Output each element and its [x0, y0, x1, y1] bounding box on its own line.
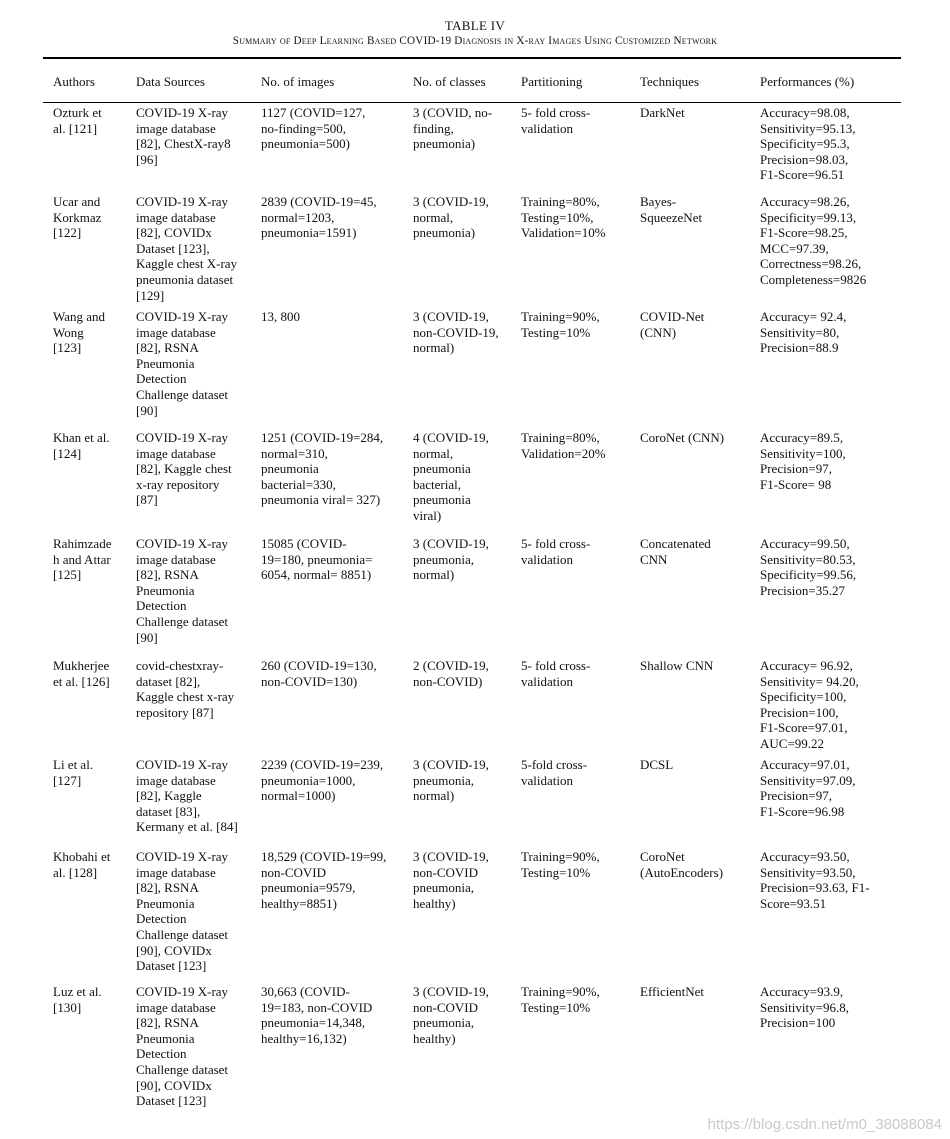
- header-num-classes: No. of classes: [413, 74, 486, 89]
- cell-authors: Luz et al. [130]: [53, 984, 102, 1015]
- cell-num-images: 15085 (COVID- 19=180, pneumonia= 6054, normal= 8851): [261, 536, 373, 583]
- cell-techniques: Concatenated CNN: [640, 536, 711, 567]
- cell-data-sources: COVID-19 X-ray image database [82], RSNA Pneumonia Detection Challenge dataset [90], COVIDx Dataset [123]: [136, 984, 229, 1109]
- cell-data-sources: COVID-19 X-ray image database [82], Kaggle chest x-ray repository [87]: [136, 430, 232, 508]
- header-techniques: Techniques: [640, 74, 700, 89]
- cell-num-classes: 3 (COVID-19, pneumonia, normal): [413, 536, 489, 583]
- cell-techniques: Bayes- SqueezeNet: [640, 194, 703, 225]
- cell-data-sources: COVID-19 X-ray image database [82], RSNA Pneumonia Detection Challenge dataset [90]: [136, 536, 229, 645]
- cell-num-images: 2839 (COVID-19=45, normal=1203, pneumonia=1591): [261, 194, 377, 241]
- cell-num-images: 1251 (COVID-19=284, normal=310, pneumonia bacterial=330, pneumonia viral= 327): [261, 430, 384, 508]
- cell-performances: Accuracy=99.50, Sensitivity=80.53, Specificity=99.56, Precision=35.27: [760, 536, 857, 598]
- header-data-sources: Data Sources: [136, 74, 205, 89]
- cell-num-images: 30,663 (COVID- 19=183, non-COVID pneumonia=14,348, healthy=16,132): [261, 984, 373, 1046]
- cell-num-classes: 3 (COVID-19, non-COVID-19, normal): [413, 309, 499, 356]
- cell-num-classes: 3 (COVID-19, non-COVID pneumonia, healthy): [413, 984, 489, 1046]
- cell-partitioning: Training=80%, Validation=20%: [521, 430, 606, 461]
- top-rule: [43, 57, 901, 59]
- cell-performances: Accuracy=93.50, Sensitivity=93.50, Precision=93.63, F1- Score=93.51: [760, 849, 870, 911]
- cell-partitioning: 5- fold cross- validation: [521, 658, 591, 689]
- cell-partitioning: Training=90%, Testing=10%: [521, 309, 600, 340]
- cell-performances: Accuracy= 92.4, Sensitivity=80, Precision=88.9: [760, 309, 847, 356]
- cell-num-images: 260 (COVID-19=130, non-COVID=130): [261, 658, 377, 689]
- header-num-images: No. of images: [261, 74, 335, 89]
- table-caption: Summary of Deep Learning Based COVID-19 Diagnosis in X-ray Images Using Customized Network: [232, 35, 718, 47]
- cell-partitioning: 5-fold cross- validation: [521, 757, 588, 788]
- cell-num-images: 1127 (COVID=127, no-finding=500, pneumonia=500): [261, 105, 366, 152]
- header-authors: Authors: [53, 74, 95, 89]
- cell-techniques: CoroNet (AutoEncoders): [640, 849, 724, 880]
- cell-authors: Rahimzade h and Attar [125]: [53, 536, 112, 583]
- cell-num-classes: 3 (COVID-19, pneumonia, normal): [413, 757, 489, 804]
- cell-num-classes: 2 (COVID-19, non-COVID): [413, 658, 489, 689]
- cell-data-sources: COVID-19 X-ray image database [82], ChestX-ray8 [96]: [136, 105, 231, 167]
- cell-partitioning: 5- fold cross- validation: [521, 105, 591, 136]
- watermark-url: https://blog.csdn.net/m0_38088084: [707, 1116, 942, 1133]
- cell-num-images: 13, 800: [261, 309, 300, 324]
- cell-techniques: CoroNet (CNN): [640, 430, 725, 445]
- cell-techniques: COVID-Net (CNN): [640, 309, 705, 340]
- cell-authors: Ucar and Korkmaz [122]: [53, 194, 102, 241]
- cell-num-images: 2239 (COVID-19=239, pneumonia=1000, normal=1000): [261, 757, 384, 804]
- cell-performances: Accuracy=98.08, Sensitivity=95.13, Specificity=95.3, Precision=98.03, F1-Score=96.51: [760, 105, 856, 183]
- cell-num-images: 18,529 (COVID-19=99, non-COVID pneumonia=9579, healthy=8851): [261, 849, 387, 911]
- cell-performances: Accuracy=93.9, Sensitivity=96.8, Precision=100: [760, 984, 849, 1031]
- cell-performances: Accuracy= 96.92, Sensitivity= 94.20, Specificity=100, Precision=100, F1-Score=97.01, AUC=99.22: [760, 658, 859, 751]
- cell-authors: Li et al. [127]: [53, 757, 94, 788]
- cell-data-sources: COVID-19 X-ray image database [82], COVIDx Dataset [123], Kaggle chest X-ray pneumonia dataset [129]: [136, 194, 238, 303]
- table-label: TABLE IV: [444, 18, 506, 33]
- cell-techniques: Shallow CNN: [640, 658, 714, 673]
- cell-performances: Accuracy=89.5, Sensitivity=100, Precision=97, F1-Score= 98: [760, 430, 846, 492]
- cell-data-sources: COVID-19 X-ray image database [82], RSNA Pneumonia Detection Challenge dataset [90]: [136, 309, 229, 418]
- cell-data-sources: covid-chestxray- dataset [82], Kaggle chest x-ray repository [87]: [136, 658, 235, 720]
- cell-techniques: EfficientNet: [640, 984, 705, 999]
- cell-partitioning: 5- fold cross- validation: [521, 536, 591, 567]
- cell-num-classes: 3 (COVID-19, normal, pneumonia): [413, 194, 489, 241]
- cell-authors: Khobahi et al. [128]: [53, 849, 111, 880]
- cell-num-classes: 3 (COVID, no- finding, pneumonia): [413, 105, 493, 152]
- cell-authors: Ozturk et al. [121]: [53, 105, 102, 136]
- cell-authors: Wang and Wong [123]: [53, 309, 106, 356]
- header-partitioning: Partitioning: [521, 74, 583, 89]
- header-performances: Performances (%): [760, 74, 855, 89]
- cell-techniques: DCSL: [640, 757, 674, 772]
- cell-authors: Mukherjee et al. [126]: [53, 658, 110, 689]
- cell-authors: Khan et al. [124]: [53, 430, 110, 461]
- header-rule: [43, 102, 901, 103]
- cell-partitioning: Training=80%, Testing=10%, Validation=10%: [521, 194, 606, 241]
- cell-num-classes: 3 (COVID-19, non-COVID pneumonia, healthy): [413, 849, 489, 911]
- cell-partitioning: Training=90%, Testing=10%: [521, 849, 600, 880]
- cell-techniques: DarkNet: [640, 105, 685, 120]
- cell-performances: Accuracy=98.26, Specificity=99.13, F1-Score=98.25, MCC=97.39, Correctness=98.26, Completeness=9826: [760, 194, 867, 287]
- cell-data-sources: COVID-19 X-ray image database [82], Kaggle dataset [83], Kermany et al. [84]: [136, 757, 238, 835]
- cell-data-sources: COVID-19 X-ray image database [82], RSNA Pneumonia Detection Challenge dataset [90], COVIDx Dataset [123]: [136, 849, 229, 974]
- cell-num-classes: 4 (COVID-19, normal, pneumonia bacterial, pneumonia viral): [413, 430, 489, 523]
- cell-partitioning: Training=90%, Testing=10%: [521, 984, 600, 1015]
- cell-performances: Accuracy=97.01, Sensitivity=97.09, Precision=97, F1-Score=96.98: [760, 757, 856, 819]
